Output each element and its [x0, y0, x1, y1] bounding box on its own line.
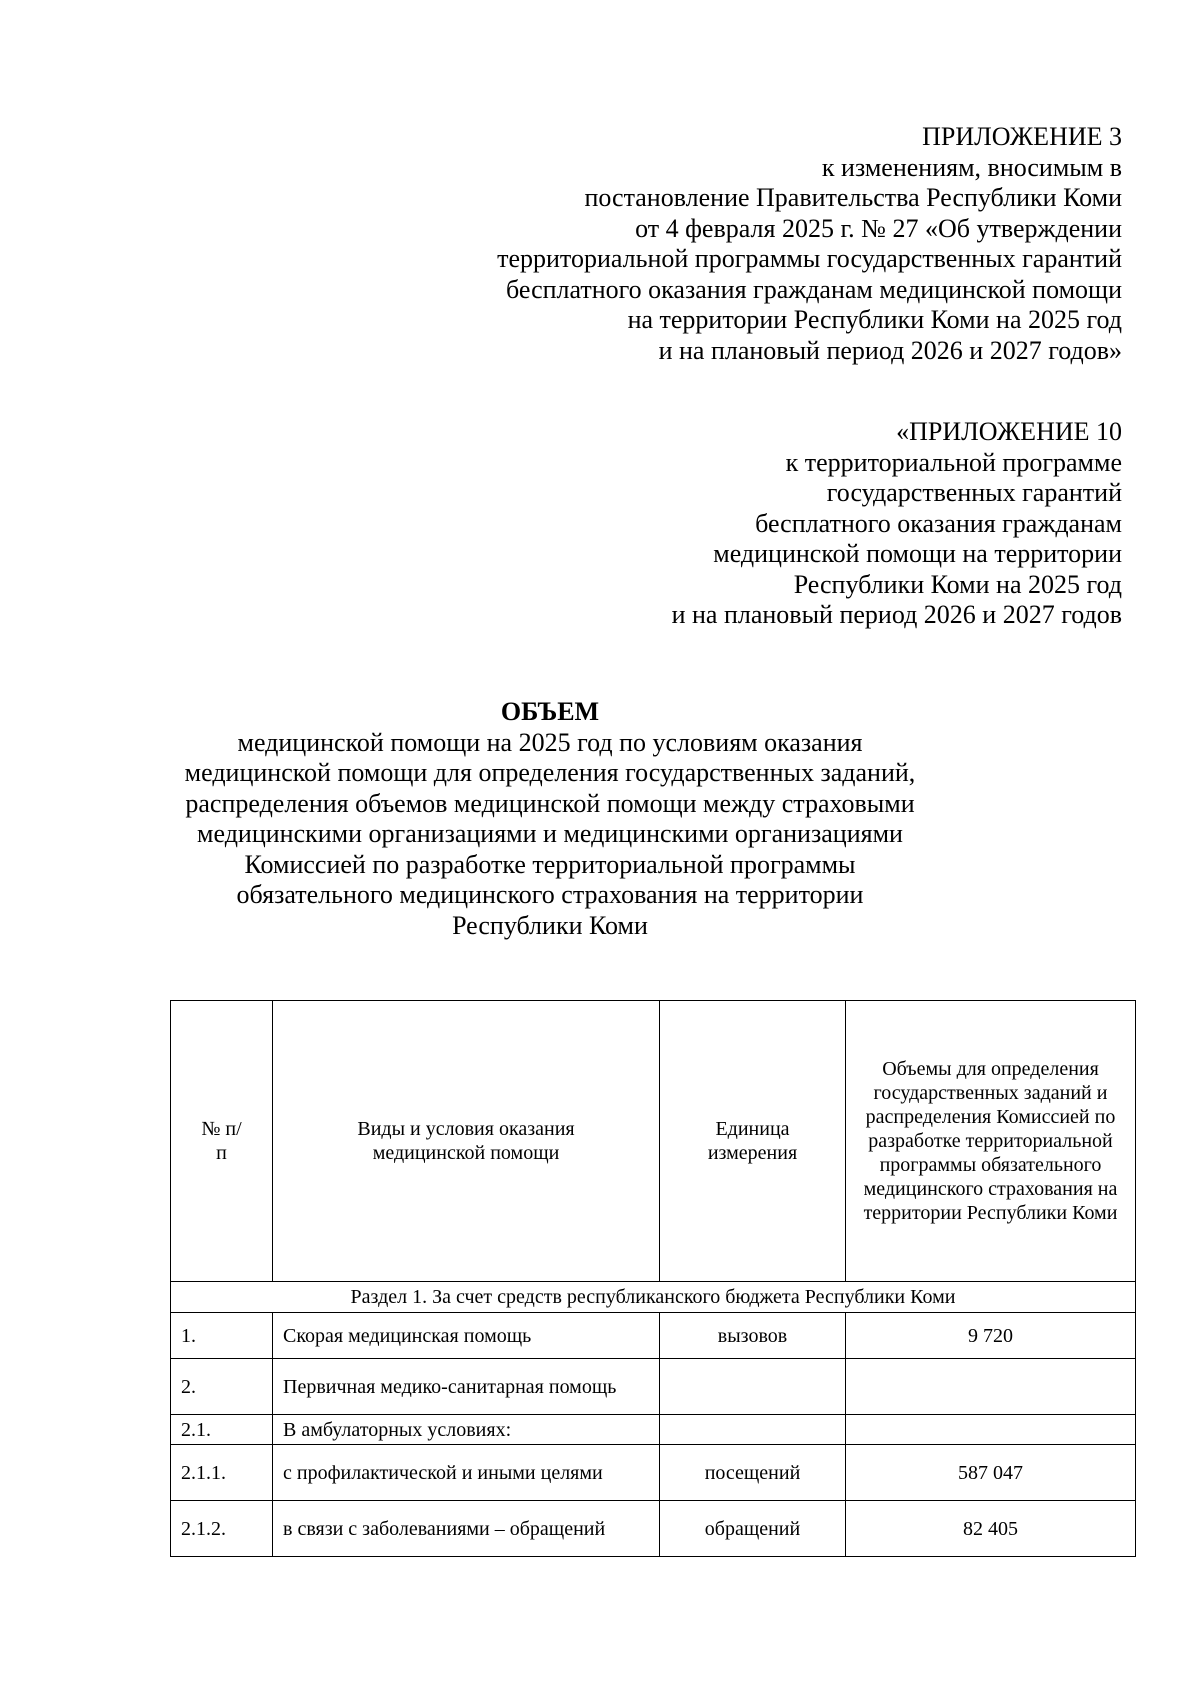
row-unit: [660, 1415, 846, 1445]
row-kind: Скорая медицинская помощь: [273, 1313, 660, 1359]
table-row: [171, 1501, 1136, 1557]
row-kind: в связи с заболеваниями – обращений: [273, 1501, 660, 1557]
row-num: 2.1.: [171, 1415, 273, 1445]
row-unit: посещений: [660, 1445, 846, 1501]
appendix-3-line: ПРИЛОЖЕНИЕ 3: [922, 122, 1122, 151]
row-volume: [846, 1359, 1136, 1415]
appendix-3-header: [497, 122, 1122, 366]
appendix-10-line: Республики Коми на 2025 год: [793, 569, 1122, 599]
appendix-3-line: на территории Республики Коми на 2025 год: [627, 305, 1122, 334]
section-row: [171, 1282, 1136, 1313]
row-num: 2.1.2.: [171, 1501, 273, 1557]
document-subtitle-line: медицинскими организациями и медицинскими организациями: [197, 819, 903, 848]
document-subtitle-line: медицинской помощи на 2025 год по условиям оказания: [237, 727, 863, 757]
appendix-10-line: государственных гарантий: [826, 478, 1122, 507]
section-1-heading: Раздел 1. За счет средств республиканского бюджета Республики Коми: [171, 1282, 1136, 1313]
document-title: ОБЪЕМ: [500, 697, 600, 726]
row-unit: обращений: [660, 1501, 846, 1557]
table-row: [171, 1445, 1136, 1501]
row-kind: с профилактической и иными целями: [273, 1445, 660, 1501]
row-unit: вызовов: [660, 1313, 846, 1359]
appendix-10-line: к территориальной программе: [785, 447, 1122, 477]
header-kind: Виды и условия оказания медицинской помощи: [273, 1001, 660, 1282]
header-volume: Объемы для определения государственных заданий и распределения Комиссией по разработке территориальной программы обязательного медицинского страхования на территории Республики Коми: [846, 1001, 1136, 1282]
appendix-10-header: [672, 417, 1122, 631]
appendix-10-line: медицинской помощи на территории: [713, 539, 1122, 568]
row-num: 2.: [171, 1359, 273, 1415]
table-row: [171, 1415, 1136, 1445]
row-volume: 9 720: [846, 1313, 1136, 1359]
appendix-3-line: территориальной программы государственных гарантий: [497, 244, 1122, 273]
volume-table: [170, 1000, 1136, 1557]
row-num: 2.1.1.: [171, 1445, 273, 1501]
row-kind: В амбулаторных условиях:: [273, 1415, 660, 1445]
document-subtitle-line: Комиссией по разработке территориальной программы: [244, 849, 856, 879]
row-volume: 587 047: [846, 1445, 1136, 1501]
appendix-3-line: бесплатного оказания гражданам медицинской помощи: [506, 274, 1122, 304]
row-num: 1.: [171, 1313, 273, 1359]
table-row: [171, 1359, 1136, 1415]
row-volume: 82 405: [846, 1501, 1136, 1557]
table-row: [171, 1313, 1136, 1359]
header-unit: Единица измерения: [660, 1001, 846, 1282]
document-subtitle-line: медицинской помощи для определения государственных заданий,: [184, 758, 916, 787]
document-subtitle-line: обязательного медицинского страхования на территории: [236, 880, 864, 909]
row-volume: [846, 1415, 1136, 1445]
appendix-10-line: «ПРИЛОЖЕНИЕ 10: [896, 417, 1122, 446]
row-unit: [660, 1359, 846, 1415]
appendix-10-line: бесплатного оказания гражданам: [755, 508, 1122, 538]
appendix-3-line: от 4 февраля 2025 г. № 27 «Об утверждении: [635, 213, 1122, 243]
table-header-row: [171, 1001, 1136, 1282]
appendix-10-line: и на плановый период 2026 и 2027 годов: [671, 600, 1122, 629]
appendix-3-line: к изменениям, вносимым в: [821, 152, 1122, 182]
row-kind: Первичная медико-санитарная помощь: [273, 1359, 660, 1415]
document-subtitle-line: Республики Коми: [452, 910, 648, 940]
header-num: № п/п: [171, 1001, 273, 1282]
document-subtitle-line: распределения объемов медицинской помощи между страховыми: [185, 788, 915, 818]
appendix-3-line: постановление Правительства Республики Коми: [584, 183, 1122, 212]
appendix-3-line: и на плановый период 2026 и 2027 годов»: [658, 335, 1122, 365]
document-title-block: [150, 697, 950, 941]
